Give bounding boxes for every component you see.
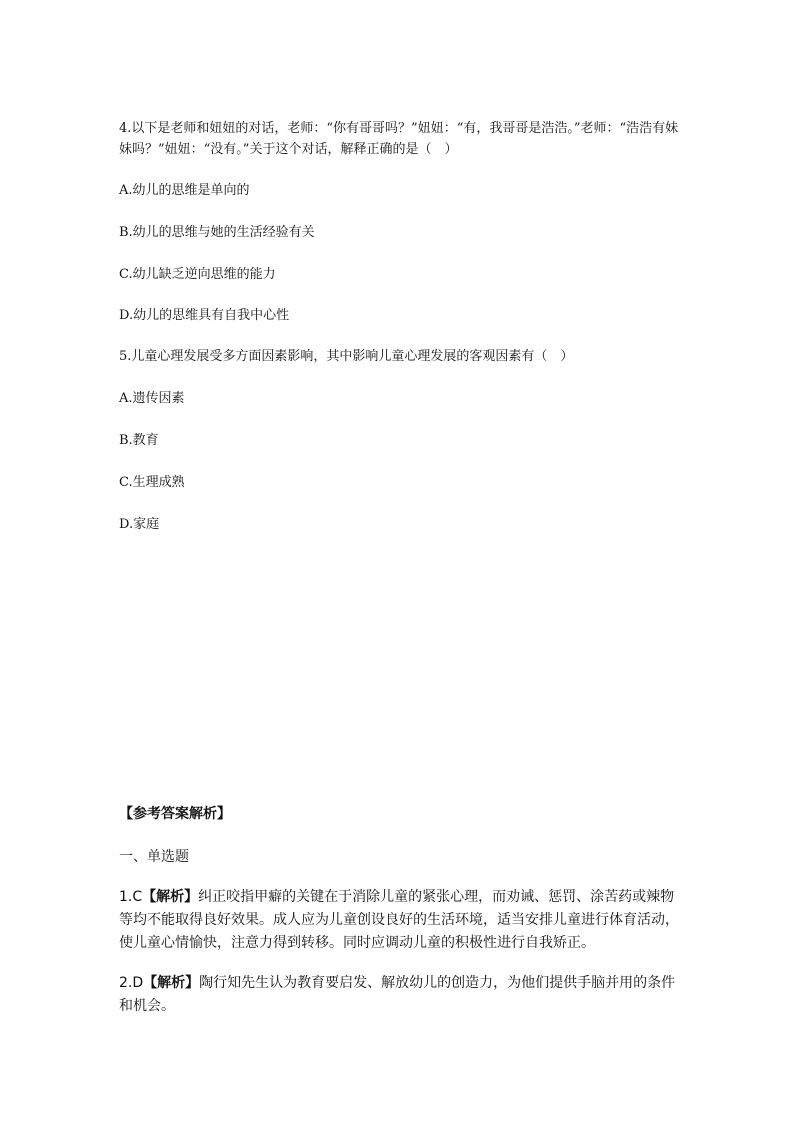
question-4-option-d: D.幼儿的思维具有自我中心性	[119, 308, 290, 323]
question-4-stem: 4.以下是老师和妞妞的对话，老师：“你有哥哥吗？”妞妞：“有，我哥哥是浩浩。”老师：“浩浩有妹妹吗？”妞妞：“没有。”关于这个对话，解释正确的是（ ）	[119, 121, 679, 157]
question-4-option-b: B.幼儿的思维与她的生活经验有关	[119, 225, 315, 240]
answer-1-key: 1.C	[119, 889, 143, 905]
answer-2-key: 2.D	[119, 975, 144, 991]
question-5-option-a: A.遗传因素	[119, 391, 185, 406]
answer-2-text: 陶行知先生认为教育要启发、解放幼儿的创造力，为他们提供手脑并用的条件和机会。	[119, 975, 676, 1014]
answer-1-text: 纠正咬指甲癖的关键在于消除儿童的紧张心理，而劝诫、惩罚、涂苦药或辣物等均不能取得良好效果。成人应为儿童创设良好的生活环境，适当安排儿童进行体育活动，使儿童心情愉快，注意力得到转移。同时应调动儿童的积极性进行自我矫正。	[119, 889, 679, 951]
question-5-option-b: B.教育	[119, 433, 159, 448]
question-5-stem: 5.儿童心理发展受多方面因素影响，其中影响儿童心理发展的客观因素有（ ）	[119, 349, 574, 364]
answer-section-title: 一、单选题	[119, 849, 189, 865]
answer-2-tag: 【解析】	[143, 975, 200, 991]
answer-item-2	[119, 972, 679, 1018]
answer-heading: 【参考答案解析】	[119, 806, 231, 822]
answer-item-1	[119, 886, 679, 955]
question-5-option-c: C.生理成熟	[119, 475, 185, 490]
question-5-option-d: D.家庭	[119, 517, 160, 532]
answer-1-tag: 【解析】	[142, 889, 199, 905]
question-4-option-c: C.幼儿缺乏逆向思维的能力	[119, 267, 276, 282]
question-4-option-a: A.幼儿的思维是单向的	[119, 183, 250, 198]
